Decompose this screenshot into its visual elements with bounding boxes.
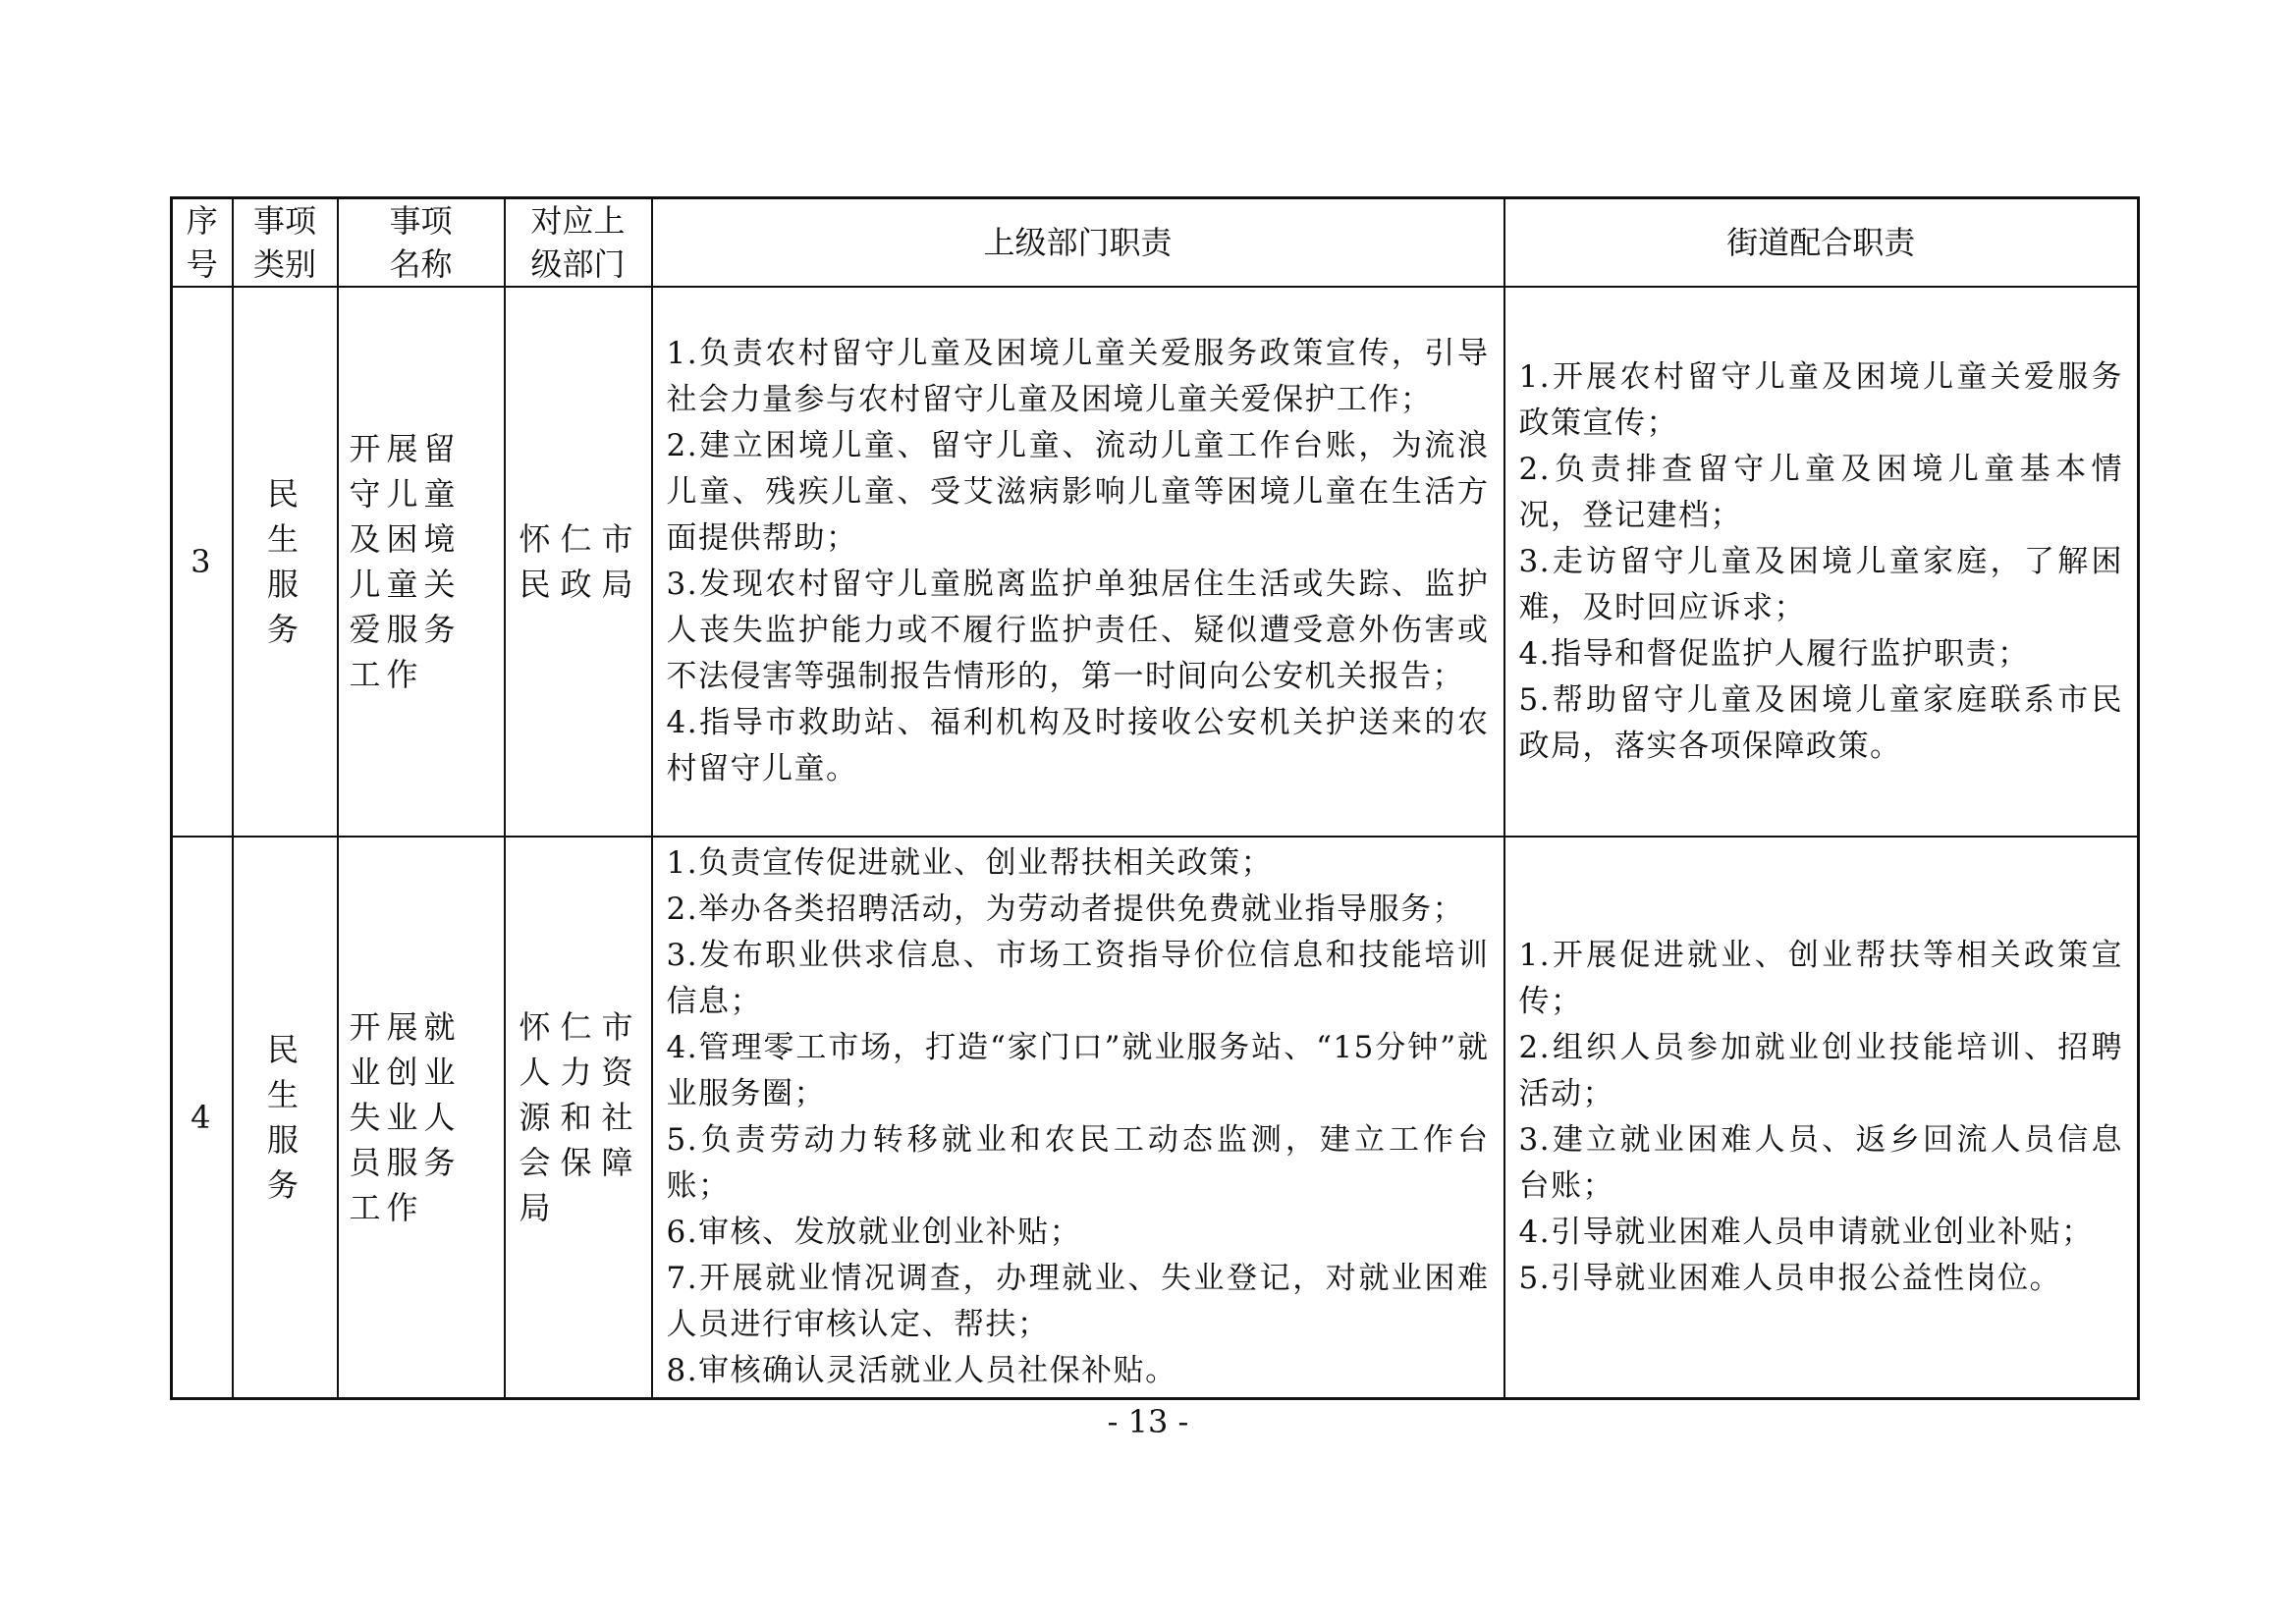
row-no-cell (172, 837, 233, 1399)
upper-duty-item: 6.审核、发放就业创业补贴； (666, 1215, 1082, 1250)
header-name-text: 事项名称 (389, 202, 453, 283)
header-upper-duty: 上级部门职责 (652, 198, 1504, 288)
row-category-cell (233, 287, 338, 837)
upper-duty-item: 3.发布职业供求信息、市场工资指导价位信息和技能培训信息； (666, 938, 1490, 1019)
street-duty-list (1519, 354, 2124, 770)
upper-duty-item: 8.审核确认灵活就业人员社保补贴。 (666, 1353, 1177, 1388)
row-dept: 怀仁市人力资源和社会保障局 (519, 1008, 637, 1226)
row-dept-cell (505, 837, 652, 1399)
street-duty-list (1519, 933, 2124, 1302)
row-dept: 怀仁市民政局 (519, 520, 637, 603)
upper-duty-item: 4.管理零工市场，打造“家门口”就业服务站、“15分钟”就业服务圈； (666, 1030, 1490, 1111)
upper-duty-item: 1.负责农村留守儿童及困境儿童关爱服务政策宣传，引导社会力量参与农村留守儿童及困境儿童关爱保护工作； (666, 336, 1490, 417)
table-row (172, 837, 2139, 1399)
duty-table (170, 196, 2140, 1400)
street-duty-item: 2.负责排查留守儿童及困境儿童基本情况，登记建档； (1518, 451, 2123, 533)
table-header (172, 198, 2139, 288)
street-duty-item: 4.指导和督促监护人履行监护职责； (1518, 635, 2030, 672)
header-street-duty: 街道配合职责 (1504, 198, 2139, 288)
street-duty-item: 3.建立就业困难人员、返乡回流人员信息台账； (1518, 1122, 2123, 1204)
street-duty-item: 1.开展农村留守儿童及困境儿童关爱服务政策宣传； (1518, 358, 2123, 441)
row-street-duty-cell (1504, 837, 2139, 1399)
row-name: 开展留守儿童及困境儿童关爱服务工作 (349, 430, 462, 693)
header-no (172, 198, 233, 288)
header-category (233, 198, 338, 288)
row-no: 4 (191, 1099, 214, 1136)
upper-duty-item: 7.开展就业情况调查，办理就业、失业登记，对就业困难人员进行审核认定、帮扶； (666, 1261, 1490, 1342)
upper-duty-item: 2.建立困境儿童、留守儿童、流动儿童工作台账，为流浪儿童、残疾儿童、受艾滋病影响儿童等困境儿童在生活方面提供帮助； (666, 428, 1490, 556)
row-category: 民生服务 (266, 1031, 302, 1204)
row-category: 民生服务 (266, 475, 302, 648)
table-body (172, 287, 2139, 1399)
upper-duty-list (667, 840, 1490, 1394)
page-number: - 13 - (1107, 1403, 1189, 1440)
row-name-cell (338, 287, 505, 837)
row-name-cell (338, 837, 505, 1399)
street-duty-item: 3.走访留守儿童及困境儿童家庭，了解困难，及时回应诉求； (1518, 543, 2123, 625)
header-no-text: 序号 (186, 202, 218, 283)
row-category-cell (233, 837, 338, 1399)
street-duty-item: 2.组织人员参加就业创业技能培训、招聘活动； (1518, 1030, 2123, 1111)
upper-duty-item: 4.指导市救助站、福利机构及时接收公安机关护送来的农村留守儿童。 (666, 705, 1490, 786)
header-dept (505, 198, 652, 288)
street-duty-item: 4.引导就业困难人员申请就业创业补贴； (1518, 1215, 2094, 1250)
street-duty-item: 5.引导就业困难人员申报公益性岗位。 (1518, 1261, 2062, 1296)
row-name: 开展就业创业失业人员服务工作 (349, 1008, 462, 1226)
row-upper-duty-cell (652, 837, 1504, 1399)
street-duty-item: 5.帮助留守儿童及困境儿童家庭联系市民政局，落实各项保障政策。 (1518, 681, 2123, 764)
row-street-duty-cell (1504, 287, 2139, 837)
header-category-text: 事项类别 (252, 202, 316, 283)
upper-duty-item: 1.负责宣传促进就业、创业帮扶相关政策； (666, 845, 1274, 881)
row-no-cell (172, 287, 233, 837)
row-upper-duty-cell (652, 287, 1504, 837)
header-row (172, 198, 2139, 288)
row-dept-cell (505, 287, 652, 837)
upper-duty-list (667, 331, 1490, 792)
upper-duty-item: 3.发现农村留守儿童脱离监护单独居住生活或失踪、监护人丧失监护能力或不履行监护责任、疑似遭受意外伤害或不法侵害等强制报告情形的，第一时间向公安机关报告； (666, 567, 1490, 694)
street-duty-item: 1.开展促进就业、创业帮扶等相关政策宣传； (1518, 938, 2123, 1019)
upper-duty-item: 5.负责劳动力转移就业和农民工动态监测，建立工作台账； (666, 1122, 1490, 1204)
row-no: 3 (191, 543, 214, 580)
upper-duty-item: 2.举办各类招聘活动，为劳动者提供免费就业指导服务； (666, 892, 1465, 927)
table-row (172, 287, 2139, 837)
header-dept-text: 对应上级部门 (530, 202, 626, 283)
header-name (338, 198, 505, 288)
